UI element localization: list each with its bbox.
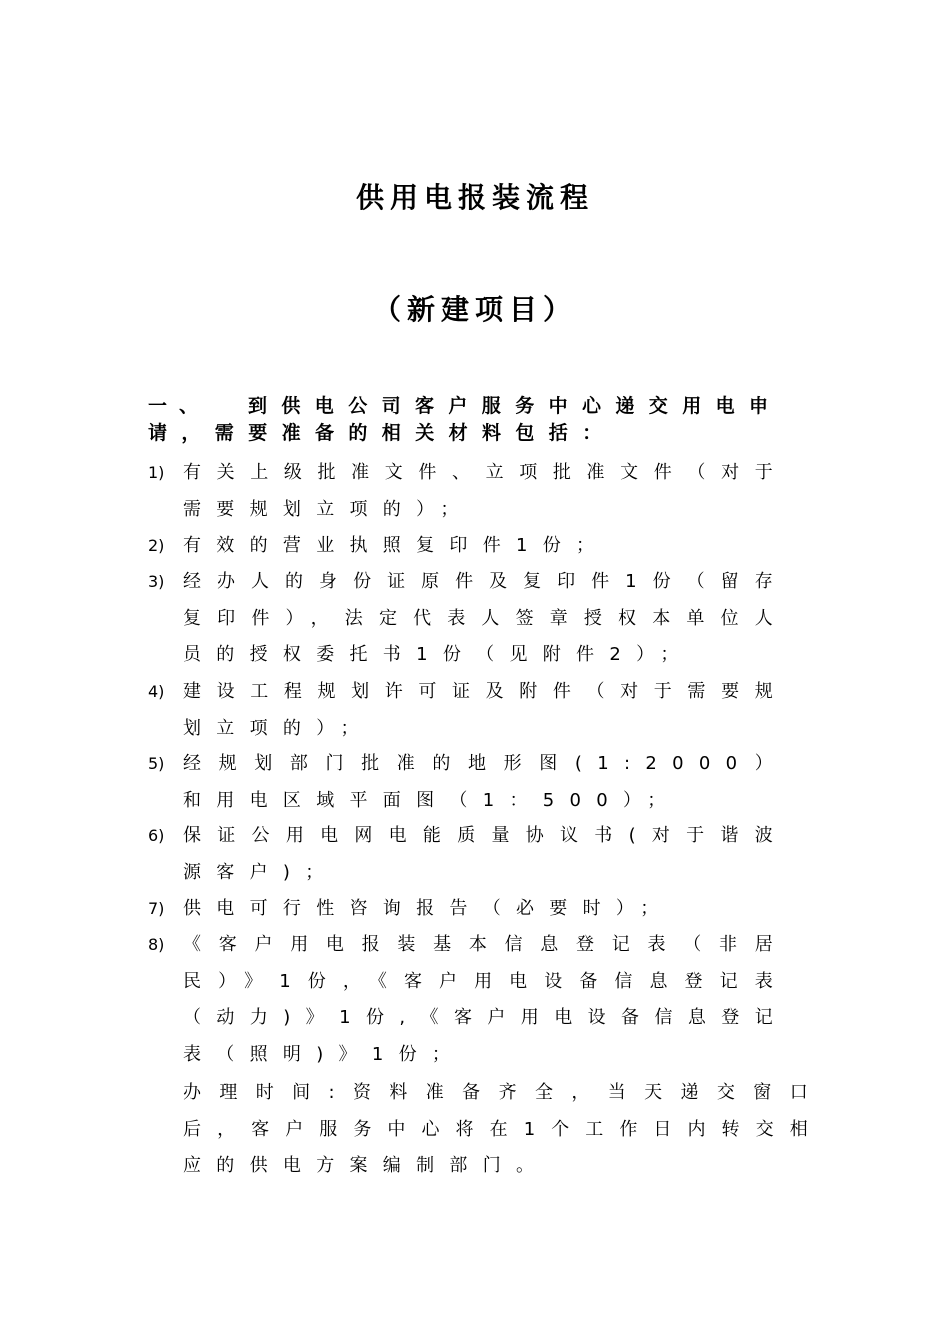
list-marker: 5)	[148, 754, 165, 773]
section-heading-text: 到供电公司客户服务中心递交用电申请，需要准备的相关材料包括：	[148, 395, 783, 444]
document-subtitle: （新建项目）	[372, 293, 577, 326]
list-item-text: 保证公用电网电能质量协议书(对于谐波源客户)；	[183, 825, 788, 883]
section-heading	[148, 393, 788, 447]
list-marker: 7)	[148, 899, 165, 918]
list-item-text: 经规划部门批准的地形图(1:2000）和用电区域平面图（1：500）；	[183, 753, 788, 811]
list-marker: 3)	[148, 572, 165, 591]
list-marker: 6)	[148, 826, 165, 845]
list-item	[148, 891, 808, 928]
list-item	[148, 927, 808, 1073]
list-marker: 4)	[148, 682, 165, 701]
list-item-text: 《客户用电报装基本信息登记表（非居民）》1份，《客户用电设备信息登记表（动力)》1份,《客户用电设备信息登记表（照明)》1份；	[183, 934, 788, 1065]
list-item-text: 供电可行性咨询报告（必要时）；	[183, 898, 674, 919]
list-marker: 1)	[148, 463, 165, 482]
list-item	[148, 818, 808, 891]
list-marker: 8)	[148, 935, 165, 954]
list-item	[148, 674, 808, 747]
list-item	[148, 564, 808, 674]
list-item-text: 有效的营业执照复印件1份；	[183, 535, 610, 556]
list-item-text: 建设工程规划许可证及附件（对于需要规划立项的）；	[183, 681, 788, 739]
processing-time-note: 办理时间:资料准备齐全，当天递交窗口后，客户服务中心将在1个工作日内转交相应的供电方案编制部门。	[183, 1082, 823, 1176]
document-title: 供用电报装流程	[355, 181, 594, 214]
list-item-text: 有关上级批准文件、立项批准文件（对于需要规划立项的）；	[183, 462, 788, 520]
list-item-text: 经办人的身份证原件及复印件1份（留存复印件），法定代表人签章授权本单位人员的授权委托书1份（见附件2）；	[183, 571, 788, 665]
section-number: 一、	[148, 395, 211, 417]
list-item	[148, 746, 808, 819]
list-item	[148, 455, 808, 528]
list-marker: 2)	[148, 536, 165, 555]
list-item	[148, 528, 808, 565]
